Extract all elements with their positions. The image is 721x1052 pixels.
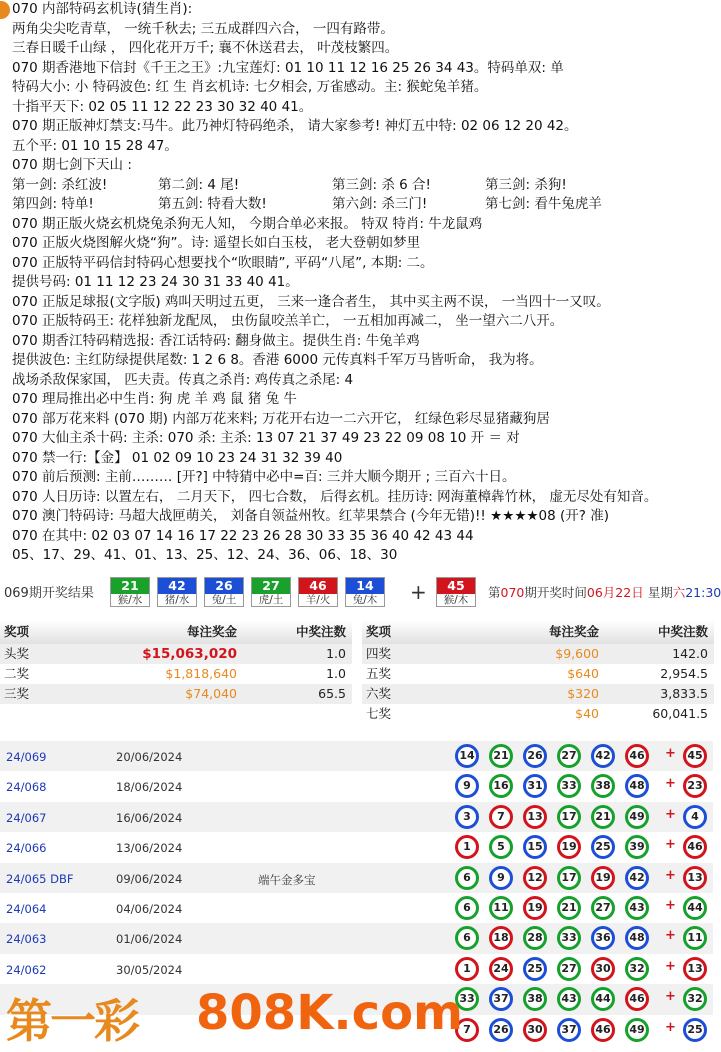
prize-amount: $320	[567, 686, 599, 701]
site-watermark	[0, 983, 464, 1052]
tip-line	[0, 332, 713, 352]
tip-text: 特码大小: 小 特码波色: 红 生 肖玄机诗: 七夕相会, 万雀感动。主: 猴蛇兔羊猪。	[12, 79, 488, 95]
tip-line	[0, 488, 713, 508]
history-ball: 17	[557, 866, 581, 890]
draw-ball	[251, 577, 291, 607]
plus-sign: +	[665, 897, 676, 913]
history-ball: 30	[523, 1018, 547, 1042]
tip-text: 070 期七剑下天山 :	[12, 157, 132, 173]
history-row	[0, 741, 713, 771]
prize-count: 65.5	[318, 686, 346, 701]
history-row	[0, 802, 713, 832]
tip-text: 070 期香江特码精选报: 香江话特码: 翻身做主。提供生肖: 牛兔羊鸡	[12, 332, 420, 349]
tip-line	[0, 371, 713, 391]
history-ball: 18	[489, 926, 513, 950]
watermark-text-b: 808K.com	[196, 985, 464, 1041]
draw-ball	[110, 577, 150, 607]
history-ball: 46	[591, 1018, 615, 1042]
plus-sign: +	[665, 867, 676, 883]
tip-text: 第三剑: 杀狗!	[485, 176, 567, 193]
history-row	[0, 863, 713, 893]
draw-ball-zodiac: 猴/水	[117, 594, 143, 606]
history-ball: 6	[455, 896, 479, 920]
history-special-ball: 13	[683, 957, 707, 981]
prize-header-row	[362, 620, 714, 644]
history-ball: 31	[523, 774, 547, 798]
draw-ball-zodiac: 猪/水	[164, 594, 190, 606]
tip-text: 五个平: 01 10 15 28 47。	[12, 137, 178, 154]
history-ball: 15	[523, 835, 547, 859]
history-ball: 13	[523, 805, 547, 829]
history-ball: 14	[455, 744, 479, 768]
history-period: 24/063	[6, 932, 47, 947]
tip-text: 战场杀敌保家国， 匹夫责。传真之杀肖: 鸡传真之杀尾: 4	[12, 371, 354, 388]
draw-ball	[345, 577, 385, 607]
history-date: 20/06/2024	[116, 750, 183, 764]
history-ball: 17	[557, 805, 581, 829]
history-row	[0, 832, 713, 862]
history-ball: 27	[591, 896, 615, 920]
history-ball: 7	[455, 1018, 479, 1042]
history-ball: 37	[557, 1018, 581, 1042]
draw-ball	[157, 577, 197, 607]
prize-name: 七奖	[366, 706, 392, 721]
prize-header-cell: 每注奖金	[548, 624, 599, 639]
tip-text: 第三剑: 杀 6 合!	[332, 176, 431, 193]
history-ball: 36	[591, 926, 615, 950]
prize-amount: $1,818,640	[165, 666, 237, 681]
tip-text: 070 期正版火烧玄机烧兔杀狗无人知， 今期合单必来报。 特双 特肖: 牛龙鼠鸡	[12, 215, 483, 232]
history-ball: 5	[489, 835, 513, 859]
history-ball: 12	[523, 866, 547, 890]
plus-sign: +	[410, 580, 427, 604]
prize-name: 四奖	[366, 646, 392, 661]
draw-ball	[298, 577, 338, 607]
tip-text: 070 人日历诗: 以置左右， 二月天下， 四七合数， 后得玄机。挂历诗: 网海董樟犇竹林， 虚无尽处有知音。	[12, 488, 658, 505]
draw-ball-number: 21	[111, 578, 149, 594]
tip-text: 070 正版足球报(文字版) 鸡叫天明过五更， 三来一逢合者生， 其中买主两不误， 一当四十一又叹。	[12, 293, 610, 310]
draw-ball-zodiac: 羊/火	[305, 594, 331, 606]
tip-line	[0, 312, 713, 332]
tip-text: 070 前后预测: 主前……… [开?] 中特猜中必中=百: 三并大顺今期开 ; 三百六十日。	[12, 469, 516, 485]
history-ball: 3	[455, 805, 479, 829]
watermark-text-a: 第一彩	[6, 994, 138, 1048]
tip-text: 十指平天下: 02 05 11 12 22 23 30 32 40 41。	[12, 98, 313, 115]
history-ball: 49	[625, 1018, 649, 1042]
history-period: 24/068	[6, 780, 47, 795]
tip-line	[0, 546, 713, 566]
next-draw-time: 第070期开奖时间06月22日 星期六21:30	[488, 585, 721, 600]
history-special-ball: 23	[683, 774, 707, 798]
draw-result-label: 069期开奖结果	[4, 586, 94, 601]
tip-text: 提供号码: 01 11 12 23 24 30 31 33 40 41。	[12, 274, 299, 290]
prize-table-right	[362, 620, 714, 724]
prize-row	[0, 664, 352, 684]
prize-row	[362, 664, 714, 684]
draw-ball-number: 27	[252, 578, 290, 594]
draw-ball-number: 45	[437, 578, 475, 594]
tip-line	[0, 195, 713, 215]
history-special-ball: 44	[683, 896, 707, 920]
history-date: 30/05/2024	[116, 962, 183, 977]
history-ball: 19	[557, 835, 581, 859]
history-ball: 21	[489, 744, 513, 768]
history-ball: 43	[625, 896, 649, 920]
tip-text: 第二剑: 4 尾!	[158, 176, 240, 193]
history-period: 24/064	[6, 901, 47, 916]
plus-sign: +	[665, 989, 676, 1005]
tip-line	[0, 410, 713, 430]
history-ball: 21	[557, 896, 581, 920]
plus-sign: +	[665, 837, 676, 853]
history-ball: 46	[625, 987, 649, 1011]
history-special-ball: 13	[683, 866, 707, 890]
history-ball: 49	[625, 805, 649, 829]
history-ball: 43	[557, 987, 581, 1011]
history-ball: 38	[591, 774, 615, 798]
tip-line	[0, 527, 713, 547]
history-ball: 6	[455, 866, 479, 890]
prize-header-cell: 中奖注数	[657, 624, 708, 639]
prize-header-cell: 中奖注数	[295, 624, 346, 639]
prize-row	[362, 704, 714, 724]
tip-line	[0, 254, 713, 274]
history-ball: 33	[557, 774, 581, 798]
history-date: 01/06/2024	[116, 932, 183, 947]
tip-line	[0, 156, 713, 176]
history-special-ball: 11	[683, 926, 707, 950]
history-ball: 25	[523, 957, 547, 981]
prize-count: 3,833.5	[660, 686, 708, 701]
prize-amount: $74,040	[185, 686, 237, 701]
draw-ball-zodiac: 兔/木	[352, 594, 378, 606]
tip-text: 提供波色: 主红防绿提供尾数: 1 2 6 8。香港 6000 元传真料千军万马皆听命， 我为将。	[12, 352, 543, 368]
history-ball: 24	[489, 957, 513, 981]
history-date: 16/06/2024	[116, 810, 183, 825]
prize-count: 1.0	[326, 666, 346, 681]
history-ball: 38	[523, 987, 547, 1011]
history-ball: 1	[455, 835, 479, 859]
history-row	[0, 893, 713, 923]
history-ball: 11	[489, 896, 513, 920]
history-ball: 48	[625, 774, 649, 798]
tip-line	[0, 98, 713, 118]
prize-name: 二奖	[4, 666, 30, 681]
bullet-icon	[0, 1, 10, 19]
history-ball: 26	[489, 1018, 513, 1042]
tip-text: 070 在其中: 02 03 07 14 16 17 22 23 26 28 30 33 35 36 40 42 43 44	[12, 527, 474, 544]
tip-line	[0, 117, 713, 137]
history-ball: 16	[489, 774, 513, 798]
history-ball: 44	[591, 987, 615, 1011]
tip-text: 070 内部特码玄机诗(猜生肖):	[12, 1, 193, 17]
history-ball: 9	[455, 774, 479, 798]
prize-row	[362, 644, 714, 664]
tip-text: 070 理局推出必中生肖: 狗 虎 羊 鸡 鼠 猪 兔 牛	[12, 391, 297, 407]
tip-line	[0, 176, 713, 196]
tip-text: 070 正版特平码信封特码心想要找个“吹眼睛”, 平码“八尾”, 本期: 二。	[12, 254, 434, 271]
tip-line	[0, 351, 713, 371]
prize-count: 2,954.5	[660, 666, 708, 681]
prize-amount: $40	[575, 706, 599, 721]
prize-count: 1.0	[326, 646, 346, 661]
tip-line	[0, 215, 713, 235]
tip-text: 070 期香港地下信封《千王之王》:九宝莲灯: 01 10 11 12 16 25 26 34 43。特码单双: 单	[12, 59, 564, 76]
prize-name: 三奖	[4, 686, 30, 701]
tip-line	[0, 390, 713, 410]
history-ball: 25	[591, 835, 615, 859]
history-date: 13/06/2024	[116, 841, 183, 856]
tip-text: 070 澳门特码诗: 马超大战匣萌关， 刘备自领益州牧。红苹果禁合 (今年无错)!! ★★★★08 (开? 准)	[12, 508, 609, 524]
tip-text: 070 正版火烧图解火烧“狗”。诗: 遥望长如白玉枝， 老大登朝如梦里	[12, 235, 421, 251]
history-row	[0, 923, 713, 953]
history-period: 24/065 DBF	[6, 871, 74, 886]
history-period: 24/067	[6, 810, 47, 825]
history-ball: 46	[625, 744, 649, 768]
tip-line	[0, 0, 713, 20]
history-special-ball: 4	[683, 805, 707, 829]
history-date: 18/06/2024	[116, 780, 183, 795]
tip-line	[0, 468, 713, 488]
tip-text: 两角尖尖吃青草， 一统千秋去; 三五成群四六合， 一四有路带。	[12, 20, 394, 37]
history-date: 09/06/2024	[116, 871, 183, 886]
tip-text: 070 正版特码王: 花样独新龙配凤， 虫伤鼠咬羔羊亡， 一五相加再减二， 坐一望六二八开。	[12, 313, 564, 329]
history-ball: 6	[455, 926, 479, 950]
tip-text: 070 禁一行:【金】 01 02 09 10 23 24 31 32 39 40	[12, 449, 343, 466]
draw-ball-number: 26	[205, 578, 243, 594]
tip-text: 070 大仙主杀十码: 主杀: 070 杀: 主杀: 13 07 21 37 49 23 22 09 08 10 开 ＝ 对	[12, 430, 520, 446]
prize-row	[0, 644, 352, 664]
history-ball: 9	[489, 866, 513, 890]
history-ball: 26	[523, 744, 547, 768]
history-special-ball: 32	[683, 987, 707, 1011]
tip-text: 第四剑: 特单!	[12, 196, 94, 212]
draw-ball-number: 42	[158, 578, 196, 594]
draw-ball-number: 46	[299, 578, 337, 594]
tip-text: 第五剑: 特看大数!	[158, 196, 267, 212]
prize-name: 五奖	[366, 666, 392, 681]
history-ball: 42	[591, 744, 615, 768]
tip-line	[0, 273, 713, 293]
tip-line	[0, 39, 713, 59]
prize-amount: $15,063,020	[142, 646, 237, 662]
plus-sign: +	[665, 958, 676, 974]
plus-sign: +	[665, 746, 676, 761]
plus-sign: +	[665, 806, 676, 822]
prize-header-cell: 每注奖金	[186, 624, 237, 639]
history-period: 24/066	[6, 841, 47, 856]
prize-name: 六奖	[366, 686, 392, 701]
tip-line	[0, 429, 713, 449]
prize-name: 头奖	[4, 646, 30, 661]
plus-sign: +	[665, 776, 676, 792]
history-note: 端午金多宝	[258, 872, 316, 887]
history-ball: 32	[625, 957, 649, 981]
tip-text: 070 部万花来料 (070 期) 内部万花来料; 万花开右边一二六开它， 红绿色彩尽显猪藏狗居	[12, 410, 550, 427]
tip-line	[0, 507, 713, 527]
history-period: 24/062	[6, 962, 47, 977]
prize-header-cell: 奖项	[4, 624, 30, 639]
tip-line	[0, 234, 713, 254]
tip-text: 070 期正版神灯禁支:马牛。此乃神灯特码绝杀， 请大家参考! 神灯五中特: 02 06 12 20 42。	[12, 118, 578, 134]
history-ball: 21	[591, 805, 615, 829]
prize-count: 60,041.5	[652, 706, 708, 721]
history-ball: 39	[625, 835, 649, 859]
history-row	[0, 771, 713, 801]
prize-amount: $640	[567, 666, 599, 681]
prize-header-row	[0, 620, 352, 644]
history-special-ball: 45	[683, 744, 707, 768]
draw-ball-zodiac: 兔/土	[211, 594, 237, 606]
history-ball: 30	[591, 957, 615, 981]
history-special-ball: 25	[683, 1018, 707, 1042]
history-ball: 33	[455, 987, 479, 1011]
history-ball: 19	[591, 866, 615, 890]
tip-line	[0, 293, 713, 313]
tip-text: 05、17、29、41、01、13、25、12、24、36、06、18、30	[12, 547, 398, 563]
draw-result-bar	[0, 577, 721, 607]
prize-amount: $9,600	[555, 646, 599, 661]
tip-line	[0, 78, 713, 98]
prize-table-left	[0, 620, 352, 704]
draw-ball	[204, 577, 244, 607]
prize-row	[362, 684, 714, 704]
draw-ball-zodiac: 猴/木	[443, 594, 469, 606]
tip-text: 第七剑: 看牛兔虎羊	[485, 196, 602, 212]
plus-sign: +	[665, 1019, 676, 1035]
prize-count: 142.0	[672, 646, 708, 661]
tip-line	[0, 137, 713, 157]
history-period: 24/069	[6, 750, 47, 764]
history-ball: 37	[489, 987, 513, 1011]
history-row	[0, 954, 713, 984]
history-ball: 28	[523, 926, 547, 950]
history-ball: 42	[625, 866, 649, 890]
prize-header-cell: 奖项	[366, 624, 392, 639]
tip-text: 第六剑: 杀三门!	[332, 196, 428, 212]
draw-ball-number: 14	[346, 578, 384, 594]
draw-ball	[436, 577, 476, 607]
history-ball: 48	[625, 926, 649, 950]
tip-line	[0, 59, 713, 79]
history-date: 04/06/2024	[116, 901, 183, 916]
prize-row	[0, 684, 352, 704]
tip-line	[0, 20, 713, 40]
history-ball: 1	[455, 957, 479, 981]
history-ball: 33	[557, 926, 581, 950]
history-ball: 19	[523, 896, 547, 920]
tip-text: 第一剑: 杀红波!	[12, 176, 108, 193]
draw-ball-zodiac: 虎/土	[258, 594, 284, 606]
history-ball: 7	[489, 805, 513, 829]
tip-line	[0, 449, 713, 469]
history-ball: 27	[557, 744, 581, 768]
history-special-ball: 46	[683, 835, 707, 859]
history-ball: 27	[557, 957, 581, 981]
tip-text: 三春日暖千山绿 ， 四化花开万千; 襄不休送君去， 叶茂枝繁四。	[12, 40, 399, 56]
plus-sign: +	[665, 928, 676, 944]
